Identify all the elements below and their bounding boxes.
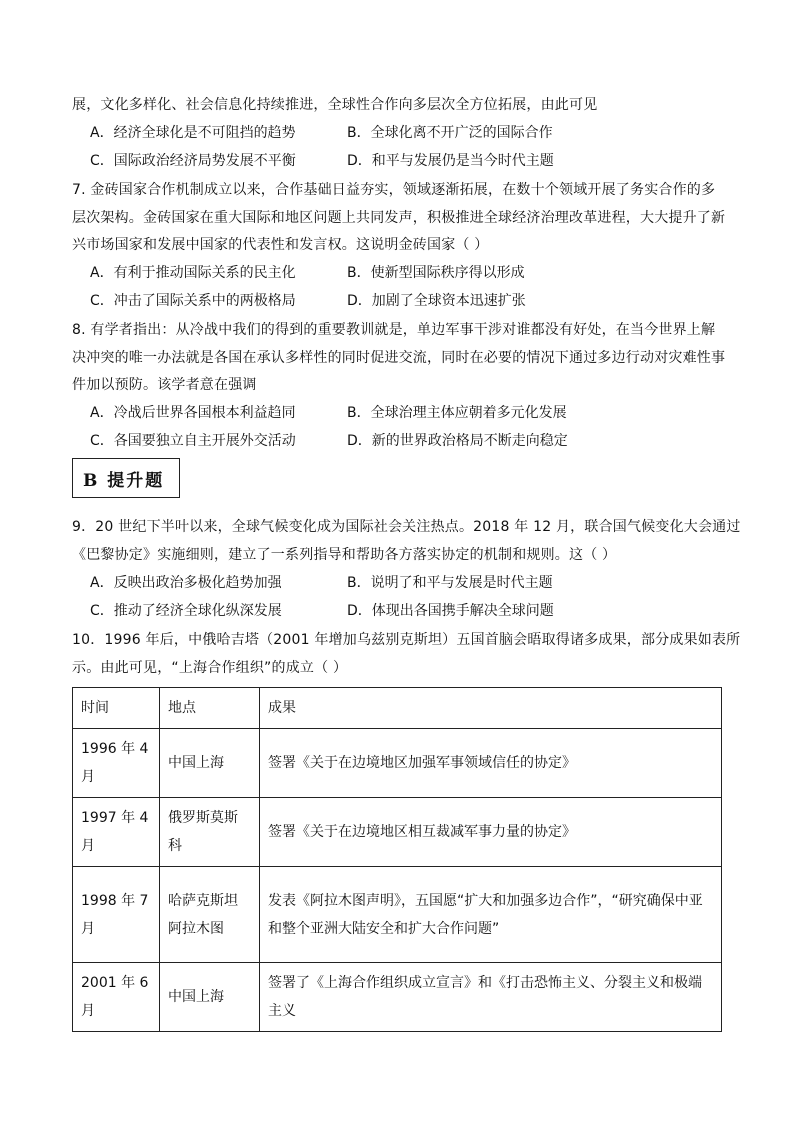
cell-time: 1998 年 7 月 bbox=[73, 867, 160, 963]
q9-option-d[interactable]: D．体现出各国携手解决全球问题 bbox=[347, 603, 554, 619]
q7-option-b[interactable]: B．使新型国际秩序得以形成 bbox=[347, 265, 525, 281]
cell-result: 签署《关于在边境地区加强军事领域信任的协定》 bbox=[260, 729, 722, 798]
q8-option-c[interactable]: C．各国要独立自主开展外交活动 bbox=[90, 433, 296, 449]
table-row bbox=[73, 729, 722, 798]
q9-stem-line-2: 《巴黎协定》实施细则，建立了一系列指导和帮助各方落实协定的机制和规则。这（ ） bbox=[72, 547, 617, 563]
q8-stem-line-1: 8. 有学者指出：从冷战中我们的得到的重要教训就是，单边军事干涉对谁都没有好处，在当今世界上解 bbox=[72, 322, 716, 338]
cell-result: 签署《关于在边境地区相互裁减军事力量的协定》 bbox=[260, 798, 722, 867]
table-row bbox=[73, 963, 722, 1032]
cell-time: 1997 年 4 月 bbox=[73, 798, 160, 867]
results-table bbox=[72, 687, 722, 1032]
q6-option-a[interactable]: A．经济全球化是不可阻挡的趋势 bbox=[90, 125, 296, 141]
q8-option-a[interactable]: A．冷战后世界各国根本利益趋同 bbox=[90, 405, 296, 421]
table-row bbox=[73, 867, 722, 963]
q6-option-b[interactable]: B．全球化离不开广泛的国际合作 bbox=[347, 125, 553, 141]
q7-option-a[interactable]: A．有利于推动国际关系的民主化 bbox=[90, 265, 296, 281]
q7-option-d[interactable]: D．加剧了全球资本迅速扩张 bbox=[347, 293, 526, 309]
q7-option-c[interactable]: C．冲击了国际关系中的两极格局 bbox=[90, 293, 296, 309]
cell-place: 中国上海 bbox=[160, 963, 260, 1032]
section-title: B 提升题 bbox=[83, 471, 165, 491]
header-place: 地点 bbox=[160, 688, 260, 729]
section-header-box bbox=[72, 458, 180, 498]
q10-stem-line-1: 10．1996 年后，中俄哈吉塔（2001 年增加乌兹别克斯坦）五国首脑会晤取得诸多成果，部分成果如表所 bbox=[72, 632, 741, 648]
q7-stem-line-1: 7. 金砖国家合作机制成立以来，合作基础日益夯实，领域逐渐拓展，在数十个领域开展了务实合作的多 bbox=[72, 182, 716, 198]
cell-place: 哈萨克斯坦阿拉木图 bbox=[160, 867, 260, 963]
q7-stem-line-2: 层次架构。金砖国家在重大国际和地区问题上共同发声，积极推进全球经济治理改革进程，大大提升了新 bbox=[72, 210, 726, 226]
header-result: 成果 bbox=[260, 688, 722, 729]
q9-option-b[interactable]: B．说明了和平与发展是时代主题 bbox=[347, 575, 553, 591]
q8-stem-line-2: 决冲突的唯一办法就是各国在承认多样性的同时促进交流，同时在必要的情况下通过多边行动对灾难性事 bbox=[72, 350, 726, 366]
cell-result: 签署了《上海合作组织成立宣言》和《打击恐怖主义、分裂主义和极端主义 bbox=[260, 963, 722, 1032]
cell-time: 1996 年 4 月 bbox=[73, 729, 160, 798]
q10-stem-line-2: 示。由此可见，“上海合作组织”的成立（ ） bbox=[72, 660, 348, 676]
table-row bbox=[73, 798, 722, 867]
q6-stem-tail: 展，文化多样化、社会信息化持续推进，全球性合作向多层次全方位拓展，由此可见 bbox=[72, 97, 598, 113]
q9-stem-line-1: 9．20 世纪下半叶以来，全球气候变化成为国际社会关注热点。2018 年 12 月，联合国气候变化大会通过 bbox=[72, 519, 741, 535]
q8-option-d[interactable]: D．新的世界政治格局不断走向稳定 bbox=[347, 433, 568, 449]
q8-option-b[interactable]: B．全球治理主体应朝着多元化发展 bbox=[347, 405, 567, 421]
q7-stem-line-3: 兴市场国家和发展中国家的代表性和发言权。这说明金砖国家（ ） bbox=[72, 237, 489, 253]
cell-result: 发表《阿拉木图声明》，五国愿“扩大和加强多边合作”，“研究确保中亚和整个亚洲大陆安全和扩大合作问题” bbox=[260, 867, 722, 963]
q9-option-c[interactable]: C．推动了经济全球化纵深发展 bbox=[90, 603, 282, 619]
cell-time: 2001 年 6 月 bbox=[73, 963, 160, 1032]
q9-option-a[interactable]: A．反映出政治多极化趋势加强 bbox=[90, 575, 282, 591]
q6-option-d[interactable]: D．和平与发展仍是当今时代主题 bbox=[347, 153, 554, 169]
q6-option-c[interactable]: C．国际政治经济局势发展不平衡 bbox=[90, 153, 296, 169]
cell-place: 俄罗斯莫斯科 bbox=[160, 798, 260, 867]
q8-stem-line-3: 件加以预防。该学者意在强调 bbox=[72, 377, 257, 393]
cell-place: 中国上海 bbox=[160, 729, 260, 798]
header-time: 时间 bbox=[73, 688, 160, 729]
table-header-row bbox=[73, 688, 722, 729]
